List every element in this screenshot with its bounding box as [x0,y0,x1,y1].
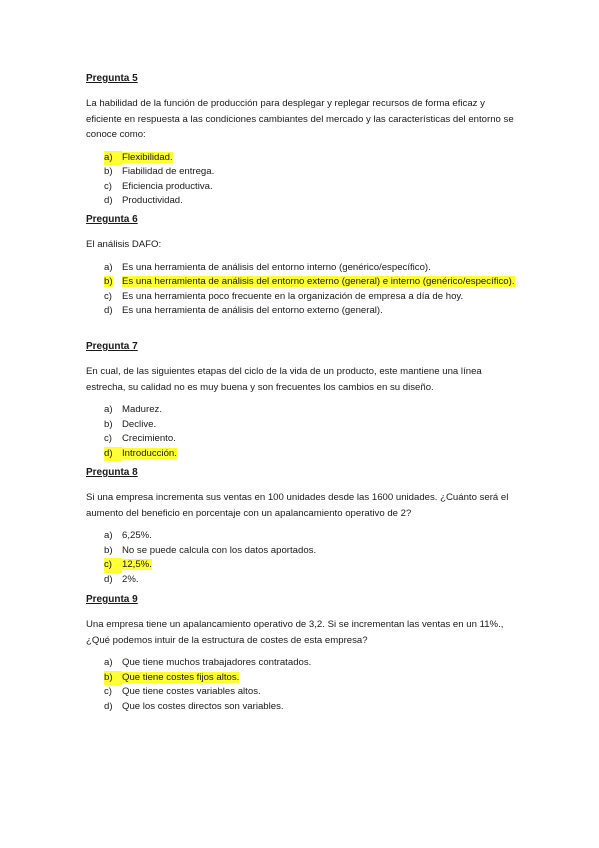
question-9 [86,593,516,714]
option-text: Fiabilidad de entrega. [122,166,215,178]
option-a [104,151,516,166]
option-letter: a) [104,151,122,166]
question-text: Una empresa tiene un apalancamiento operativo de 3,2. Si se incrementan las ventas en un 11%., ¿Qué podemos intuir de la estructura de costes de esta empresa? [86,619,504,646]
option-text: Introducción. [122,447,177,459]
option-letter: d) [104,195,113,207]
question-7 [86,340,516,461]
option-b [104,418,516,433]
question-8 [86,466,516,587]
option-list [86,261,516,319]
question-text: El análisis DAFO: [86,239,162,250]
option-letter: a) [104,261,113,273]
option-list [86,151,516,209]
option-d [104,194,516,209]
option-text: Madurez. [122,404,162,415]
option-c [104,180,516,195]
option-c [104,558,516,573]
option-letter: c) [104,686,112,698]
question-text: Si una empresa incrementa sus ventas en 100 unidades desde las 1600 unidades. ¿Cuánto será el aumento del beneficio en porcentaje con un apalancamiento operativo de 2? [86,492,509,519]
option-text: Flexibilidad. [122,151,173,163]
option-letter: a) [104,530,113,541]
option-d [104,304,516,319]
option-c [104,685,516,700]
option-d [104,573,516,588]
option-d [104,700,516,715]
option-a [104,403,516,418]
option-a [104,529,516,544]
option-d [104,447,516,462]
option-text: No se puede calcula con los datos aportados. [122,544,317,556]
question-5 [86,72,516,209]
option-letter: d) [104,700,113,712]
option-a [104,656,516,671]
option-c [104,432,516,447]
option-letter: d) [104,573,113,585]
question-title: Pregunta 5 [86,73,138,84]
option-text: Eficiencia productiva. [122,180,213,192]
option-letter: c) [104,290,112,302]
option-b [104,275,516,290]
option-letter: a) [104,657,113,668]
option-list [86,403,516,461]
option-text: Declive. [122,418,157,430]
question-title: Pregunta 9 [86,594,138,605]
option-c [104,290,516,305]
option-b [104,671,516,686]
option-text: Que los costes directos son variables. [122,700,284,712]
option-text: Productividad. [122,195,183,207]
option-letter: c) [104,180,112,192]
option-text: 6,25%. [122,530,152,541]
option-a [104,261,516,276]
option-letter: b) [104,418,113,430]
option-letter: d) [104,305,113,317]
option-list [86,656,516,714]
option-letter: b) [104,276,113,288]
option-text: Que tiene costes fijos altos. [122,671,240,683]
option-letter: b) [104,671,122,686]
option-list [86,529,516,587]
option-text: Es una herramienta de análisis del entorno externo (general). [122,305,383,317]
option-text: Crecimiento. [122,433,176,445]
option-text: Es una herramienta poco frecuente en la organización de empresa a día de hoy. [122,290,464,302]
option-letter: a) [104,404,113,415]
option-letter: b) [104,544,113,556]
option-letter: d) [104,447,122,462]
option-text: 12,5%. [122,559,152,571]
option-text: Es una herramienta de análisis del entorno externo (general) e interno (genérico/específico). [122,276,515,288]
option-text: Es una herramienta de análisis del entorno interno (genérico/específico). [122,261,431,273]
option-b [104,165,516,180]
question-title: Pregunta 7 [86,341,138,352]
question-6 [86,213,516,319]
option-letter: c) [104,433,112,445]
question-title: Pregunta 6 [86,214,138,225]
option-text: 2%. [122,573,139,585]
option-text: Que tiene muchos trabajadores contratados. [122,657,312,668]
option-b [104,544,516,559]
question-text: La habilidad de la función de producción para desplegar y replegar recursos de forma eficaz y eficiente en respuesta a las condiciones cambiantes del mercado y las características del entorno se conoce como: [86,98,514,140]
option-letter: c) [104,558,122,573]
option-letter: b) [104,166,113,178]
question-title: Pregunta 8 [86,467,138,478]
option-text: Que tiene costes variables altos. [122,686,261,698]
question-text: En cual, de las siguientes etapas del ciclo de la vida de un producto, este mantiene una línea estrecha, su calidad no es muy buena y son frecuentes los cambios en su diseño. [86,366,482,393]
